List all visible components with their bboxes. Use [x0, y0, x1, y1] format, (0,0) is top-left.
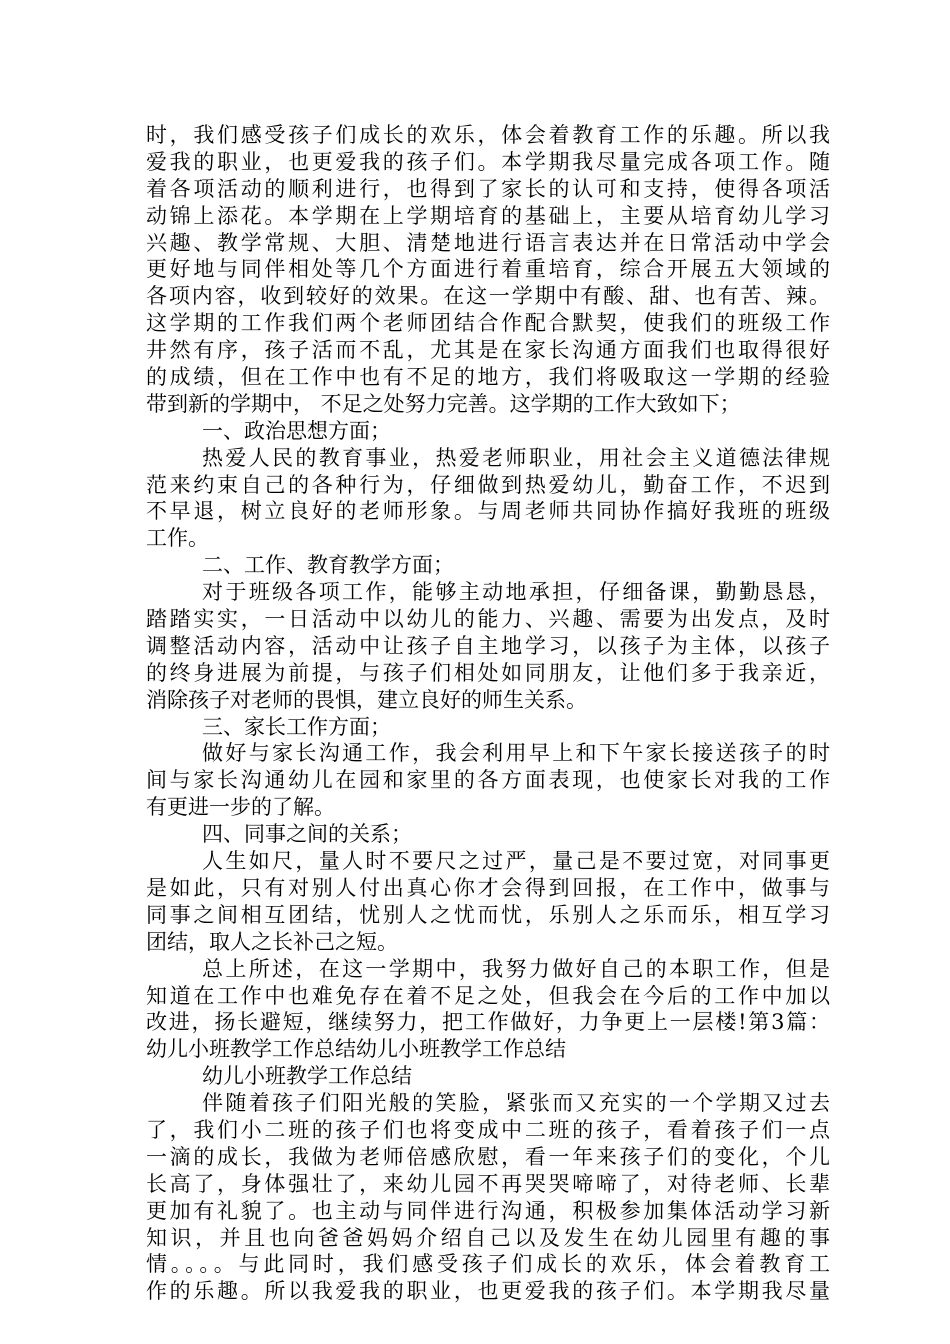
text-line: 知识，并且也向爸爸妈妈介绍自己以及发生在幼儿园里有趣的事 [146, 1225, 830, 1250]
text-line: 作的乐趣。所以我爱我的职业，也更爱我的孩子们。本学期我尽量 [146, 1279, 830, 1304]
text-line: 知道在工作中也难免存在着不足之处，但我会在今后的工作中加以 [146, 983, 830, 1008]
text-line: 更好地与同伴相处等几个方面进行着重培育，综合开展五大领域的 [146, 257, 830, 282]
text-line: 着各项活动的顺利进行，也得到了家长的认可和支持，使得各项活 [146, 176, 830, 201]
text-line: 范来约束自己的各种行为，仔细做到热爱幼儿，勤奋工作，不迟到 [146, 472, 830, 497]
text-line: 间与家长沟通幼儿在园和家里的各方面表现，也使家长对我的工作 [146, 768, 830, 793]
text-line: 带到新的学期中， 不足之处努力完善。这学期的工作大致如下； [146, 391, 741, 416]
text-line: 一、政治思想方面； [202, 418, 391, 443]
text-line: 改进，扬长避短，继续努力，把工作做好，力争更上一层楼!第3篇： [146, 1010, 830, 1035]
text-line: 有更进一步的了解。 [146, 795, 335, 820]
text-line: 长高了，身体强壮了，来幼儿园不再哭哭啼啼了，对待老师、长辈 [146, 1171, 830, 1196]
text-line: 工作。 [146, 526, 209, 551]
text-line: 这学期的工作我们两个老师团结合作配合默契，使我们的班级工作 [146, 311, 830, 336]
text-line: 兴趣、教学常规、大胆、清楚地进行语言表达并在日常活动中学会 [146, 230, 830, 255]
text-line: 对于班级各项工作，能够主动地承担，仔细备课，勤勤恳恳， [202, 580, 830, 605]
text-line: 各项内容，收到较好的效果。在这一学期中有酸、甜、也有苦、辣。 [146, 284, 830, 309]
text-line: 是如此，只有对别人付出真心你才会得到回报，在工作中，做事与 [146, 875, 830, 900]
text-line: 二、工作、教育教学方面； [202, 553, 454, 578]
text-line: 时，我们感受孩子们成长的欢乐，体会着教育工作的乐趣。所以我 [146, 123, 830, 147]
text-line: 更加有礼貌了。也主动与同伴进行沟通，积极参加集体活动学习新 [146, 1198, 830, 1223]
text-line: 的成绩，但在工作中也有不足的地方，我们将吸取这一学期的经验 [146, 365, 830, 390]
text-line: 的终身进展为前提，与孩子们相处如同朋友，让他们多于我亲近， [146, 660, 830, 685]
text-line: 调整活动内容，活动中让孩子自主地学习，以孩子为主体，以孩子 [146, 633, 830, 658]
text-line: 了，我们小二班的孩子们也将变成中二班的孩子，看着孩子们一点 [146, 1117, 830, 1142]
text-line: 热爱人民的教育事业，热爱老师职业，用社会主义道德法律规 [202, 445, 830, 470]
text-line: 做好与家长沟通工作，我会利用早上和下午家长接送孩子的时 [202, 741, 830, 766]
text-line: 情。。。。与此同时，我们感受孩子们成长的欢乐，体会着教育工 [146, 1252, 830, 1277]
text-line: 人生如尺，量人时不要尺之过严，量己是不要过宽，对同事更 [202, 849, 830, 874]
document-body [146, 122, 830, 1305]
text-line: 三、家长工作方面； [202, 714, 391, 739]
text-line: 井然有序，孩子活而不乱，尤其是在家长沟通方面我们也取得很好 [146, 338, 830, 363]
text-line: 踏踏实实，一日活动中以幼儿的能力、兴趣、需要为出发点，及时 [146, 607, 830, 632]
text-line: 幼儿小班教学工作总结 [202, 1064, 412, 1089]
text-line: 团结，取人之长补己之短。 [146, 929, 398, 954]
text-line: 一滴的成长，我做为老师倍感欣慰，看一年来孩子们的变化，个儿 [146, 1144, 830, 1169]
text-line: 爱我的职业，也更爱我的孩子们。本学期我尽量完成各项工作。随 [146, 149, 830, 174]
text-line: 消除孩子对老师的畏惧，建立良好的师生关系。 [146, 687, 587, 712]
text-line: 幼儿小班教学工作总结幼儿小班教学工作总结 [146, 1037, 566, 1062]
text-line: 动锦上添花。本学期在上学期培育的基础上，主要从培育幼儿学习 [146, 203, 830, 228]
text-line: 同事之间相互团结，忧别人之忧而忧，乐别人之乐而乐，相互学习 [146, 902, 830, 927]
text-line: 不早退，树立良好的老师形象。与周老师共同协作搞好我班的班级 [146, 499, 830, 524]
text-line: 伴随着孩子们阳光般的笑脸，紧张而又充实的一个学期又过去 [202, 1091, 830, 1116]
text-line: 总上所述，在这一学期中，我努力做好自己的本职工作，但是 [202, 956, 830, 981]
text-line: 四、同事之间的关系； [202, 822, 412, 847]
